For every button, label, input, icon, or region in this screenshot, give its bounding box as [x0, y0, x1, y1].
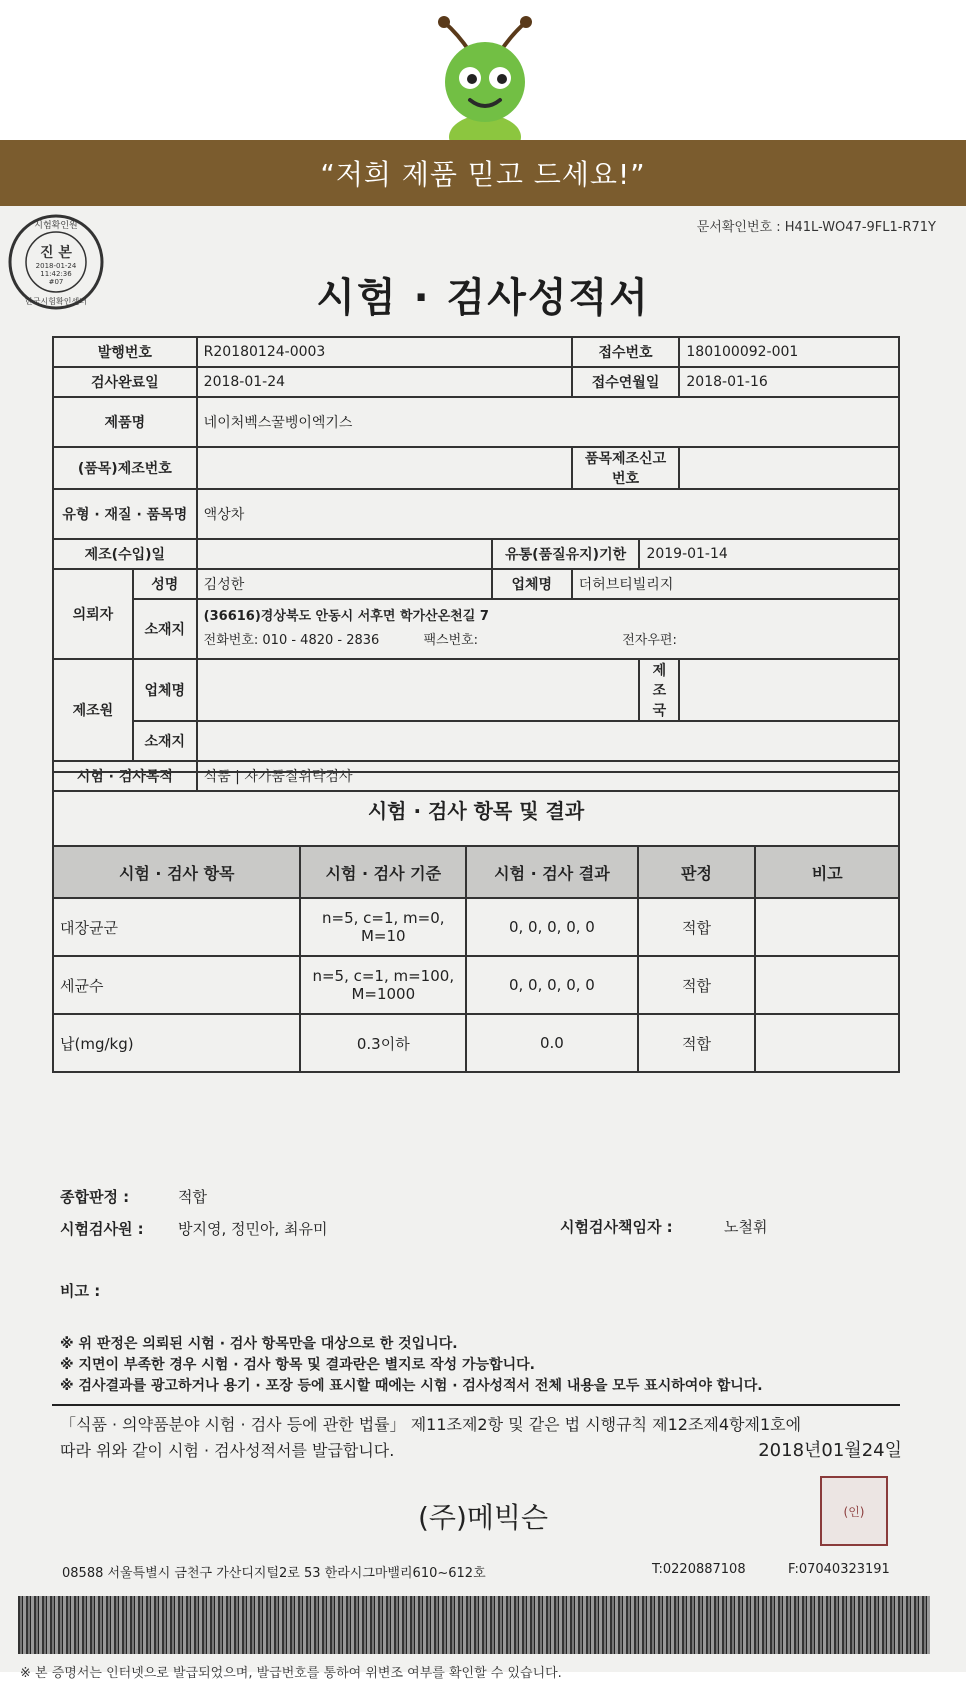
company-label: 업체명: [492, 569, 572, 599]
results-table: [52, 771, 900, 1073]
issue-no-label: 발행번호: [53, 337, 197, 367]
seal-main-text: 진 본: [40, 245, 72, 261]
issue-no-value: R20180124-0003: [197, 337, 572, 367]
note-cell: [755, 898, 899, 956]
name-value: 김성한: [197, 569, 492, 599]
remarks-label: 비고 :: [60, 1282, 101, 1300]
mfg-no-label: (품목)제조번호: [53, 447, 197, 489]
email-value: 전자우편:: [622, 633, 677, 648]
maker-country-value: [679, 659, 899, 721]
company-stamp-icon: [820, 1476, 888, 1546]
result-cell: 0.0: [466, 1014, 638, 1072]
product-label: 제품명: [53, 397, 197, 447]
item-cell: 납(mg/kg): [53, 1014, 300, 1072]
name-label: 성명: [133, 569, 197, 599]
table-row: [53, 721, 899, 761]
seal-top-text: 시험확인원: [34, 221, 78, 231]
inspectors-label: 시험검사원 :: [60, 1220, 144, 1238]
address-cell: [197, 599, 899, 659]
barcode-icon: [18, 1596, 930, 1654]
column-header: 시험 · 검사 항목: [53, 846, 300, 898]
seal-date-text: 2018-01-24: [35, 262, 77, 270]
complete-date-label: 검사완료일: [53, 367, 197, 397]
mfg-date-value: [197, 539, 492, 569]
item-cell: 대장균군: [53, 898, 300, 956]
report-no-label: 품목제조신고번호: [572, 447, 680, 489]
divider: [52, 1404, 900, 1406]
issuer-address: 08588 서울특별시 금천구 가산디지털2로 53 한라시그마밸리610~612호: [62, 1566, 486, 1581]
issuer-fax: F:07040323191: [788, 1562, 890, 1577]
note-line: ※ 검사결과를 광고하거나 용기 · 포장 등에 표시할 때에는 시험 · 검사성적서 전체 내용을 모두 표시하여야 합니다.: [60, 1378, 763, 1394]
info-table: [52, 336, 900, 792]
legal-statement: [60, 1412, 801, 1464]
note-line: ※ 지면이 부족한 경우 시험 · 검사 항목 및 결과란은 별지로 작성 가능합니다.: [60, 1357, 535, 1373]
address-label: 소재지: [133, 599, 197, 659]
note-cell: [755, 956, 899, 1014]
table-row: [53, 539, 899, 569]
column-header: 시험 · 검사 기준: [300, 846, 466, 898]
purpose-label: 시험 · 검사목적: [53, 761, 197, 791]
type-label: 유형 · 재질 · 품목명: [53, 489, 197, 539]
receipt-no-value: 180100092-001: [679, 337, 899, 367]
type-value: 액상차: [197, 489, 899, 539]
maker-address-label: 소재지: [133, 721, 197, 761]
stamp-label: (인): [843, 1504, 865, 1519]
phone-value: 전화번호: 010 - 4820 - 2836: [203, 633, 380, 648]
receipt-no-label: 접수번호: [572, 337, 680, 367]
judgement-cell: 적합: [638, 956, 756, 1014]
fax-value: 팩스번호:: [423, 633, 479, 648]
table-row: [53, 337, 899, 367]
maker-address-value: [197, 721, 899, 761]
legal-line: 따라 위와 같이 시험 · 검사성적서를 발급합니다.: [60, 1441, 395, 1460]
address-value: (36616)경상북도 안동시 서후면 학가산온천길 7: [203, 609, 489, 624]
table-row: [53, 569, 899, 599]
purpose-value: 식품 | 자가품질위탁검사: [197, 761, 899, 791]
note-cell: [755, 1014, 899, 1072]
mfg-date-label: 제조(수입)일: [53, 539, 197, 569]
table-row: [53, 956, 899, 1014]
seal-time-text: 11:42:36: [40, 270, 72, 278]
maker-company-value: [197, 659, 640, 721]
table-row: [53, 397, 899, 447]
standard-cell: n=5, c=1, m=100, M=1000: [300, 956, 466, 1014]
test-report-document: [0, 206, 966, 1681]
table-row: [53, 599, 899, 659]
table-row: [53, 659, 899, 721]
issuer-company: (주)메빅슨: [417, 1501, 549, 1534]
client-label: 의뢰자: [53, 569, 133, 659]
report-no-value: [679, 447, 899, 489]
issue-date: 2018년01월24일: [758, 1440, 902, 1461]
column-header: 시험 · 검사 결과: [466, 846, 638, 898]
standard-cell: n=5, c=1, m=0, M=10: [300, 898, 466, 956]
manager-label: 시험검사책임자 :: [560, 1218, 673, 1236]
manager-value: 노철휘: [724, 1218, 768, 1236]
slogan-banner: [0, 140, 966, 206]
legal-line: 「식품 · 의약품분야 시험 · 검사 등에 관한 법률」 제11조제2항 및 같은 법 시행규칙 제12조제4항제1호에: [60, 1415, 802, 1434]
issuer-tel: T:0220887108: [652, 1562, 746, 1577]
document-verification-number: 문서확인번호 : H41L-WO47-9FL1-R71Y: [696, 220, 936, 235]
footnote: ※ 본 증명서는 인터넷으로 발급되었으며, 발급번호를 통하여 위변조 여부를 확인할 수 있습니다.: [20, 1666, 562, 1681]
result-cell: 0, 0, 0, 0, 0: [466, 956, 638, 1014]
product-value: 네이처벡스꿀벵이엑기스: [197, 397, 899, 447]
complete-date-value: 2018-01-24: [197, 367, 572, 397]
maker-label: 제조원: [53, 659, 133, 761]
company-value: 더허브티빌리지: [572, 569, 899, 599]
standard-cell: 0.3이하: [300, 1014, 466, 1072]
mfg-no-value: [197, 447, 572, 489]
contact-line: [204, 629, 892, 653]
results-caption: 시험 · 검사 항목 및 결과: [53, 772, 899, 846]
inspectors-value: 방지영, 정민아, 최유미: [178, 1220, 328, 1238]
judgement-cell: 적합: [638, 1014, 756, 1072]
table-row: [53, 489, 899, 539]
column-header: 판정: [638, 846, 756, 898]
note-line: ※ 위 판정은 의뢰된 시험 · 검사 항목만을 대상으로 한 것입니다.: [60, 1336, 458, 1352]
table-row: [53, 367, 899, 397]
table-row: [53, 1014, 899, 1072]
result-cell: 0, 0, 0, 0, 0: [466, 898, 638, 956]
seal-code-text: #07: [48, 278, 64, 286]
expiry-value: 2019-01-14: [639, 539, 899, 569]
table-row: [53, 772, 899, 846]
bee-mascot-icon: [430, 12, 540, 152]
notes-block: [60, 1334, 763, 1397]
receipt-date-label: 접수연월일: [572, 367, 680, 397]
table-header-row: [53, 846, 899, 898]
maker-company-label: 업체명: [133, 659, 197, 721]
document-title: 시험 · 검사성적서: [316, 275, 650, 321]
judgement-cell: 적합: [638, 898, 756, 956]
overall-value: 적합: [178, 1188, 207, 1206]
slogan-text: “저희 제품 믿고 드세요!”: [320, 158, 646, 191]
header-area: [0, 0, 966, 140]
table-row: [53, 898, 899, 956]
table-row: [53, 447, 899, 489]
maker-country-label: 제조국: [639, 659, 679, 721]
seal-bottom-text: 한국시험확인센터: [25, 297, 87, 306]
item-cell: 세균수: [53, 956, 300, 1014]
column-header: 비고: [755, 846, 899, 898]
overall-label: 종합판정 :: [60, 1188, 130, 1206]
expiry-label: 유통(품질유지)기한: [492, 539, 640, 569]
receipt-date-value: 2018-01-16: [679, 367, 899, 397]
